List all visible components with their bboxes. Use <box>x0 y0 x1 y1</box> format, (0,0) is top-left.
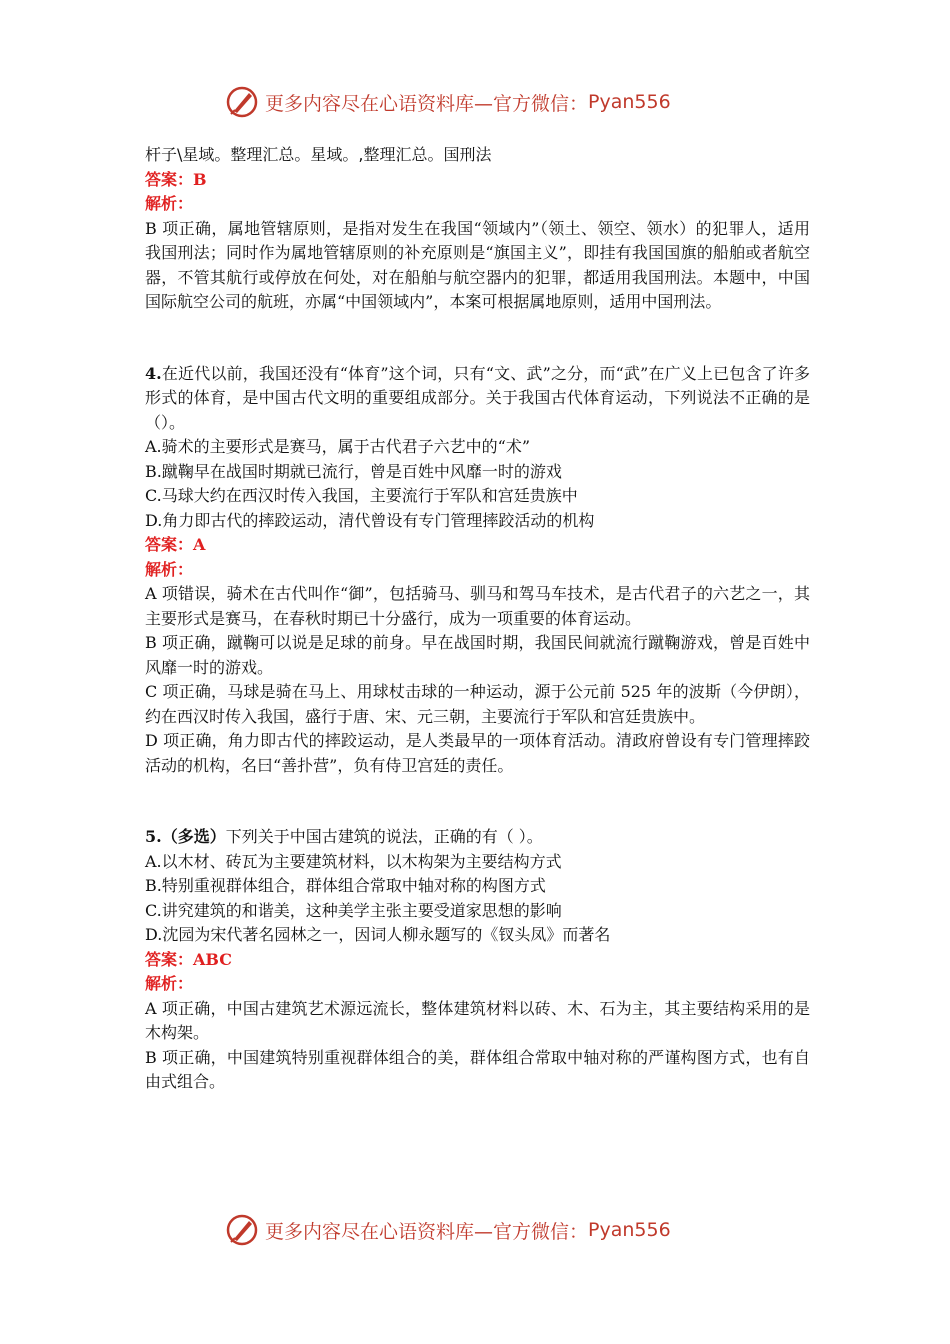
banner-wechat-id: Pyan556 <box>588 1219 671 1241</box>
q4-stem-text: 在近代以前，我国还没有“体育”这个词，只有“文、武”之分，而“武”在广义上已包含了许多形式的体育，是中国古代文明的重要组成部分。关于我国古代体育运动，下列说法不正确的是（）。 <box>145 363 810 432</box>
q4-option-c: C.马球大约在西汉时传入我国，主要流行于军队和宫廷贵族中 <box>145 486 578 505</box>
q3-answer: 答案：B <box>145 169 207 189</box>
document-body <box>145 143 810 1095</box>
banner-text: 更多内容尽在心语资料库—官方微信： <box>265 92 589 115</box>
banner-text: 更多内容尽在心语资料库—官方微信： <box>265 1220 589 1243</box>
q5-number: 5. <box>145 827 162 846</box>
q4-analysis-a: A 项错误，骑术在古代叫作“御”，包括骑马、驯马和驾马车技术，是古代君子的六艺之一，其主要形式是赛马，在春秋时期已十分盛行，成为一项重要的体育运动。 <box>145 584 810 628</box>
q4-analysis-d: D 项正确，角力即古代的摔跤运动，是人类最早的一项体育活动。清政府曾设有专门管理摔跤活动的机构，名曰“善扑营”，负有侍卫宫廷的责任。 <box>145 731 810 775</box>
q4-option-d: D.角力即古代的摔跤运动，清代曾设有专门管理摔跤活动的机构 <box>145 510 595 530</box>
q4-option-b: B.蹴鞠早在战国时期就已流行，曾是百姓中风靡一时的游戏 <box>145 461 562 481</box>
q3-analysis: B 项正确，属地管辖原则，是指对发生在我国“领域内”（领土、领空、领水）的犯罪人，适用我国刑法；同时作为属地管辖原则的补充原则是“旗国主义”，即挂有我国国旗的船舶或者航空器，不管其航行或停放在何处，对在船舶与航空器内的犯罪，都适用我国刑法。本题中，中国国际航空公司的航班，亦属“中国领域内”，本案可根据属地原则，适用中国刑法。 <box>145 218 810 311</box>
banner-wechat-id: Pyan556 <box>588 91 671 113</box>
q5-tag: （多选） <box>161 827 226 846</box>
q4-analysis-c: C 项正确，马球是骑在马上、用球杖击球的一种运动，源于公元前 525 年的波斯（今伊朗），约在西汉时传入我国，盛行于唐、宋、元三朝，主要流行于军队和宫廷贵族中。 <box>145 682 810 726</box>
pen-logo-icon <box>225 85 259 119</box>
q5-stem <box>145 825 810 850</box>
q4-option-a: A.骑术的主要形式是赛马，属于古代君子六艺中的“术” <box>145 437 531 456</box>
q5-analysis-label: 解析： <box>145 974 194 993</box>
pen-logo-icon <box>225 1213 259 1247</box>
q4-stem <box>145 362 810 436</box>
header-banner <box>225 82 725 122</box>
q5-analysis-a: A 项正确，中国古建筑艺术源远流长，整体建筑材料以砖、木、石为主，其主要结构采用的是木构架。 <box>145 998 810 1042</box>
q5-option-c: C.讲究建筑的和谐美，这种美学主张主要受道家思想的影响 <box>145 900 562 920</box>
q5-option-a: A.以木材、砖瓦为主要建筑材料，以木构架为主要结构方式 <box>145 851 562 871</box>
q3-fragment: 杆子\星域。整理汇总。星域。,整理汇总。国刑法 <box>145 145 492 164</box>
q5-answer: 答案：ABC <box>145 949 232 969</box>
q5-analysis-b: B 项正确，中国建筑特别重视群体组合的美，群体组合常取中轴对称的严谨构图方式，也有自由式组合。 <box>145 1047 810 1091</box>
q4-analysis-b: B 项正确，蹴鞠可以说是足球的前身。早在战国时期，我国民间就流行蹴鞠游戏，曾是百姓中风靡一时的游戏。 <box>145 633 810 677</box>
q5-option-b: B.特别重视群体组合，群体组合常取中轴对称的构图方式 <box>145 876 546 895</box>
q3-analysis-label: 解析： <box>145 194 194 213</box>
q4-analysis-label: 解析： <box>145 559 194 579</box>
q5-stem-text: 下列关于中国古建筑的说法，正确的有（ ）。 <box>225 827 543 846</box>
q4-answer: 答案：A <box>145 535 206 554</box>
q5-option-d: D.沈园为宋代著名园林之一，因词人柳永题写的《钗头凤》而著名 <box>145 925 611 944</box>
footer-banner <box>225 1210 725 1250</box>
q4-number: 4. <box>145 363 162 383</box>
